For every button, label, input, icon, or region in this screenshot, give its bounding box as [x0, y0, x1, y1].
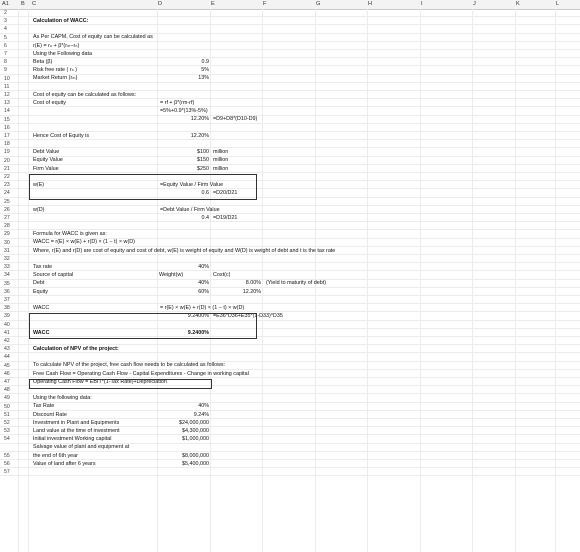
cell-c[interactable]: Investment in Plant and Equipments	[33, 419, 120, 426]
row-number: 31	[4, 247, 10, 254]
cell-c[interactable]: To calculate NPV of the project, free cash flow needs to be calculated as follows:	[33, 362, 226, 369]
sheet-row[interactable]	[0, 427, 580, 435]
sheet-row[interactable]	[0, 165, 580, 173]
sheet-row[interactable]	[0, 239, 580, 247]
cell-f[interactable]: Cost(c)	[213, 272, 231, 279]
cell-c[interactable]: Calculation of NPV of the project:	[33, 345, 119, 352]
row-number: 8	[4, 59, 7, 66]
row-number: 23	[4, 182, 10, 189]
row-number: 21	[4, 165, 10, 172]
cell-c[interactable]: Tax Rate	[33, 403, 55, 410]
cell-e[interactable]: =Debt Value / Firm Value	[160, 206, 220, 213]
cell-c[interactable]: Salvage value of plant and equipment at	[33, 444, 130, 451]
sheet-row[interactable]	[0, 280, 580, 288]
cell-e[interactable]: 40%	[198, 403, 209, 410]
sheet-row[interactable]	[0, 107, 580, 115]
row-number: 46	[4, 370, 10, 377]
sheet-row[interactable]	[0, 296, 580, 304]
row-number: 41	[4, 329, 10, 336]
row-number: 43	[4, 346, 10, 353]
cell-c[interactable]: Discount Rate	[33, 411, 67, 418]
sheet-row[interactable]	[0, 345, 580, 353]
row-number: 37	[4, 297, 10, 303]
value-table-border	[29, 174, 257, 200]
sheet-row[interactable]	[0, 394, 580, 402]
cell-e[interactable]: =Equity Value / Firm Value	[160, 181, 224, 188]
sheet-row[interactable]	[0, 452, 580, 460]
cell-e[interactable]: 60%	[198, 288, 209, 295]
row-number: 15	[4, 116, 10, 123]
sheet-row[interactable]	[0, 460, 580, 468]
row-number: 6	[4, 42, 7, 49]
cell-c[interactable]: Hence Cost of Equity is	[33, 132, 90, 139]
row-number: 10	[4, 75, 10, 82]
cell-e[interactable]: $100	[197, 149, 209, 156]
sheet-row[interactable]	[0, 403, 580, 411]
cell-f[interactable]: million	[213, 165, 229, 172]
cell-c[interactable]: Formula for WACC is given as:	[33, 231, 107, 238]
col-header-i[interactable]: I	[421, 1, 423, 7]
cell-c[interactable]: Debt	[33, 280, 45, 287]
sheet-row[interactable]	[0, 75, 580, 83]
row-number: 51	[4, 411, 10, 418]
cell-f[interactable]: million	[213, 157, 229, 164]
row-number: 24	[4, 190, 10, 197]
row-number: 3	[4, 18, 7, 25]
sheet-row[interactable]	[0, 66, 580, 74]
cell-c[interactable]: Land value at the time of investment	[33, 427, 120, 434]
sheet-row[interactable]	[0, 124, 580, 132]
cell-c[interactable]: Cost of equity can be calculated as follows:	[33, 91, 137, 98]
cell-e[interactable]: 9.2400%	[187, 329, 209, 336]
cell-c[interactable]: Where, r(E) and r(D) are cost of equity and cost of debt, w(E) is weight of equity and W(D) is weight of debt and t is the tax rate	[33, 247, 336, 254]
row-number: 50	[4, 403, 10, 410]
cell-e[interactable]: $24,000,000	[179, 419, 209, 426]
row-number: 56	[4, 461, 10, 467]
row-number: 12	[4, 92, 10, 98]
sheet-row[interactable]	[0, 288, 580, 296]
sheet-row[interactable]	[0, 206, 580, 214]
cell-e[interactable]: 5%	[201, 67, 209, 74]
sheet-row[interactable]	[0, 214, 580, 222]
cell-c[interactable]: Market Return (rₘ)	[33, 75, 78, 82]
row-number: 14	[4, 108, 10, 115]
sheet-row[interactable]	[0, 304, 580, 312]
sheet-row[interactable]	[0, 468, 580, 476]
col-header-l[interactable]: L	[556, 1, 560, 7]
row-number: 27	[4, 215, 10, 221]
cell-c[interactable]: WACC = r(E) × w(E) + r(D) × (1 − t) × w(D)	[33, 239, 135, 246]
cell-c[interactable]: Operating Cash Flow = EBIT*(1-Tax Rate)+Depreciation	[33, 378, 167, 385]
row-number: 55	[4, 452, 10, 459]
row-number: 32	[4, 256, 10, 262]
cell-c[interactable]: As Per CAPM, Cost of equity can be calculated as	[33, 34, 153, 41]
row-number: 4	[4, 26, 7, 33]
row-number: 5	[4, 34, 7, 41]
sheet-row[interactable]	[0, 411, 580, 419]
row-number: 7	[4, 51, 7, 57]
cell-c[interactable]: w(D)	[33, 206, 45, 213]
name-box[interactable]: A1	[2, 1, 9, 7]
row-number: 17	[4, 133, 10, 139]
cell-e[interactable]: 12.20%	[190, 132, 209, 139]
col-header-b[interactable]: B	[21, 1, 25, 7]
sheet-row[interactable]	[0, 353, 580, 361]
sheet-row[interactable]	[0, 34, 580, 42]
row-number: 11	[4, 83, 10, 90]
cell-e[interactable]: 12.20%	[190, 116, 209, 123]
cell-f[interactable]: =E36*D36+E35*(1-D33)*D35	[213, 313, 283, 320]
row-number: 30	[4, 239, 10, 246]
row-number: 42	[4, 338, 10, 344]
cell-f[interactable]: 12.20%	[242, 288, 261, 295]
row-number: 16	[4, 124, 10, 131]
sheet-row[interactable]	[0, 132, 580, 140]
sheet-row[interactable]	[0, 116, 580, 124]
sheet-row[interactable]	[0, 50, 580, 58]
row-number: 40	[4, 321, 10, 328]
row-number: 39	[4, 313, 10, 320]
sheet-row[interactable]	[0, 83, 580, 91]
col-header-j[interactable]: J	[473, 1, 476, 7]
col-header-k[interactable]: K	[516, 1, 520, 7]
cell-c[interactable]: Cost of equity	[33, 99, 66, 106]
row-number: 48	[4, 387, 10, 394]
row-number: 34	[4, 272, 10, 279]
row-number: 52	[4, 420, 10, 426]
cell-c[interactable]: Value of land after 6 years	[33, 460, 96, 467]
cell-g[interactable]: (Yield to maturity of debt)	[266, 280, 327, 287]
sheet-row[interactable]	[0, 42, 580, 50]
row-number: 19	[4, 149, 10, 156]
cell-e[interactable]: 0.9	[201, 58, 209, 65]
row-number: 20	[4, 157, 10, 164]
sheet-row[interactable]	[0, 255, 580, 263]
row-number: 18	[4, 141, 10, 148]
sheet-row[interactable]	[0, 157, 580, 165]
row-number: 33	[4, 264, 10, 271]
cell-c[interactable]: Source of capital	[33, 272, 74, 279]
sheet-row[interactable]	[0, 140, 580, 148]
cell-f[interactable]: =D9+D8*(D10-D9)	[213, 116, 258, 123]
row-number: 13	[4, 100, 10, 107]
sheet-row[interactable]	[0, 148, 580, 156]
sheet-row[interactable]	[0, 263, 580, 271]
wacc-result-border	[29, 379, 212, 389]
cell-c[interactable]: the end of 6th year	[33, 452, 78, 459]
cell-c[interactable]: WACC	[33, 329, 50, 336]
cell-c[interactable]: Tax rate	[33, 263, 53, 270]
row-number: 29	[4, 231, 10, 238]
cell-e[interactable]: = r(E) × w(E) + r(D) × (1 − t) × w(D)	[160, 304, 245, 311]
cell-c[interactable]: WACC	[33, 304, 50, 311]
cell-e[interactable]: $1,000,000	[182, 436, 209, 443]
cell-c[interactable]: Firm Value	[33, 165, 59, 172]
sheet-row[interactable]	[0, 370, 580, 378]
cell-c[interactable]: Free Cash Flow = Operating Cash Flow - Capital Expenditures - Change in working capital	[33, 370, 249, 377]
cell-e[interactable]: 0.6	[201, 190, 209, 197]
sheet-row[interactable]	[0, 435, 580, 443]
row-number: 35	[4, 280, 10, 287]
cell-e[interactable]: 13%	[198, 75, 209, 82]
cell-e[interactable]: $250	[197, 165, 209, 172]
sheet-row[interactable]	[0, 9, 580, 17]
cell-e[interactable]: 40%	[198, 280, 209, 287]
row-number: 54	[4, 436, 10, 443]
row-number: 57	[4, 469, 10, 476]
cell-e[interactable]: $4,300,000	[182, 427, 209, 434]
cell-e[interactable]: 9.24%	[193, 411, 209, 418]
sheet-row[interactable]	[0, 247, 580, 255]
row-number: 25	[4, 198, 10, 205]
sheet-row[interactable]	[0, 362, 580, 370]
sheet-row[interactable]	[0, 58, 580, 66]
col-header-f[interactable]: F	[263, 1, 267, 7]
cell-c[interactable]: Using the following data:	[33, 395, 92, 402]
sheet-row[interactable]	[0, 444, 580, 452]
cell-e[interactable]: $150	[197, 157, 209, 164]
col-header-d[interactable]: D	[158, 1, 163, 7]
sheet-row[interactable]	[0, 230, 580, 238]
cell-c[interactable]: Using the Following data	[33, 50, 93, 57]
cell-c[interactable]: r(E) = rₙ + β*(rₘ−rₙ)	[33, 42, 80, 49]
cell-f[interactable]: =D19/D21	[213, 214, 238, 221]
col-header-c[interactable]: C	[32, 1, 37, 7]
col-header-g[interactable]: G	[316, 1, 321, 7]
col-header-e[interactable]: E	[211, 1, 215, 7]
row-number: 28	[4, 223, 10, 230]
cell-e[interactable]: = rf + β*(rm-rf)	[160, 99, 195, 106]
row-number: 36	[4, 288, 10, 295]
cell-e[interactable]: $8,000,000	[182, 452, 209, 459]
cell-c[interactable]: Risk free rate ( rₙ )	[33, 67, 78, 74]
row-number: 49	[4, 395, 10, 402]
cell-e[interactable]: 40%	[198, 263, 209, 270]
row-number: 44	[4, 354, 10, 361]
cell-f[interactable]: 8.00%	[245, 280, 261, 287]
cell-c[interactable]: Calculation of WACC:	[33, 17, 89, 24]
cell-d[interactable]: Weight(w)	[159, 272, 184, 279]
cell-c[interactable]: w(E)	[33, 181, 45, 188]
row-number: 45	[4, 362, 10, 369]
cell-f[interactable]: =D20/D21	[213, 190, 238, 197]
cell-f[interactable]: million	[213, 149, 229, 156]
sheet-row[interactable]	[0, 17, 580, 25]
row-number: 47	[4, 379, 10, 385]
sheet-row[interactable]	[0, 91, 580, 99]
sheet-row[interactable]	[0, 222, 580, 230]
cell-e[interactable]: $5,400,000	[182, 460, 209, 467]
cell-c[interactable]: Initial investment Working capital	[33, 436, 112, 443]
cell-c[interactable]: Debt Value	[33, 149, 60, 156]
row-number: 9	[4, 67, 7, 74]
sheet-row[interactable]	[0, 25, 580, 33]
cell-c[interactable]: Equity	[33, 288, 48, 295]
row-number: 2	[4, 10, 7, 16]
sheet-row[interactable]	[0, 419, 580, 427]
cell-e[interactable]: 0.4	[201, 214, 209, 221]
cell-c[interactable]: Beta (β)	[33, 58, 53, 65]
cell-e[interactable]: 9.2400%	[187, 313, 209, 320]
col-header-h[interactable]: H	[368, 1, 373, 7]
sheet-row[interactable]	[0, 271, 580, 279]
cell-c[interactable]: Equity Value	[33, 157, 63, 164]
cell-e[interactable]: =5%+0.9*(13%-5%)	[160, 108, 208, 115]
row-number: 38	[4, 305, 10, 312]
sheet-row[interactable]	[0, 99, 580, 107]
row-number: 26	[4, 206, 10, 213]
row-number: 22	[4, 174, 10, 180]
row-number: 53	[4, 428, 10, 435]
capital-table-border	[29, 313, 257, 339]
